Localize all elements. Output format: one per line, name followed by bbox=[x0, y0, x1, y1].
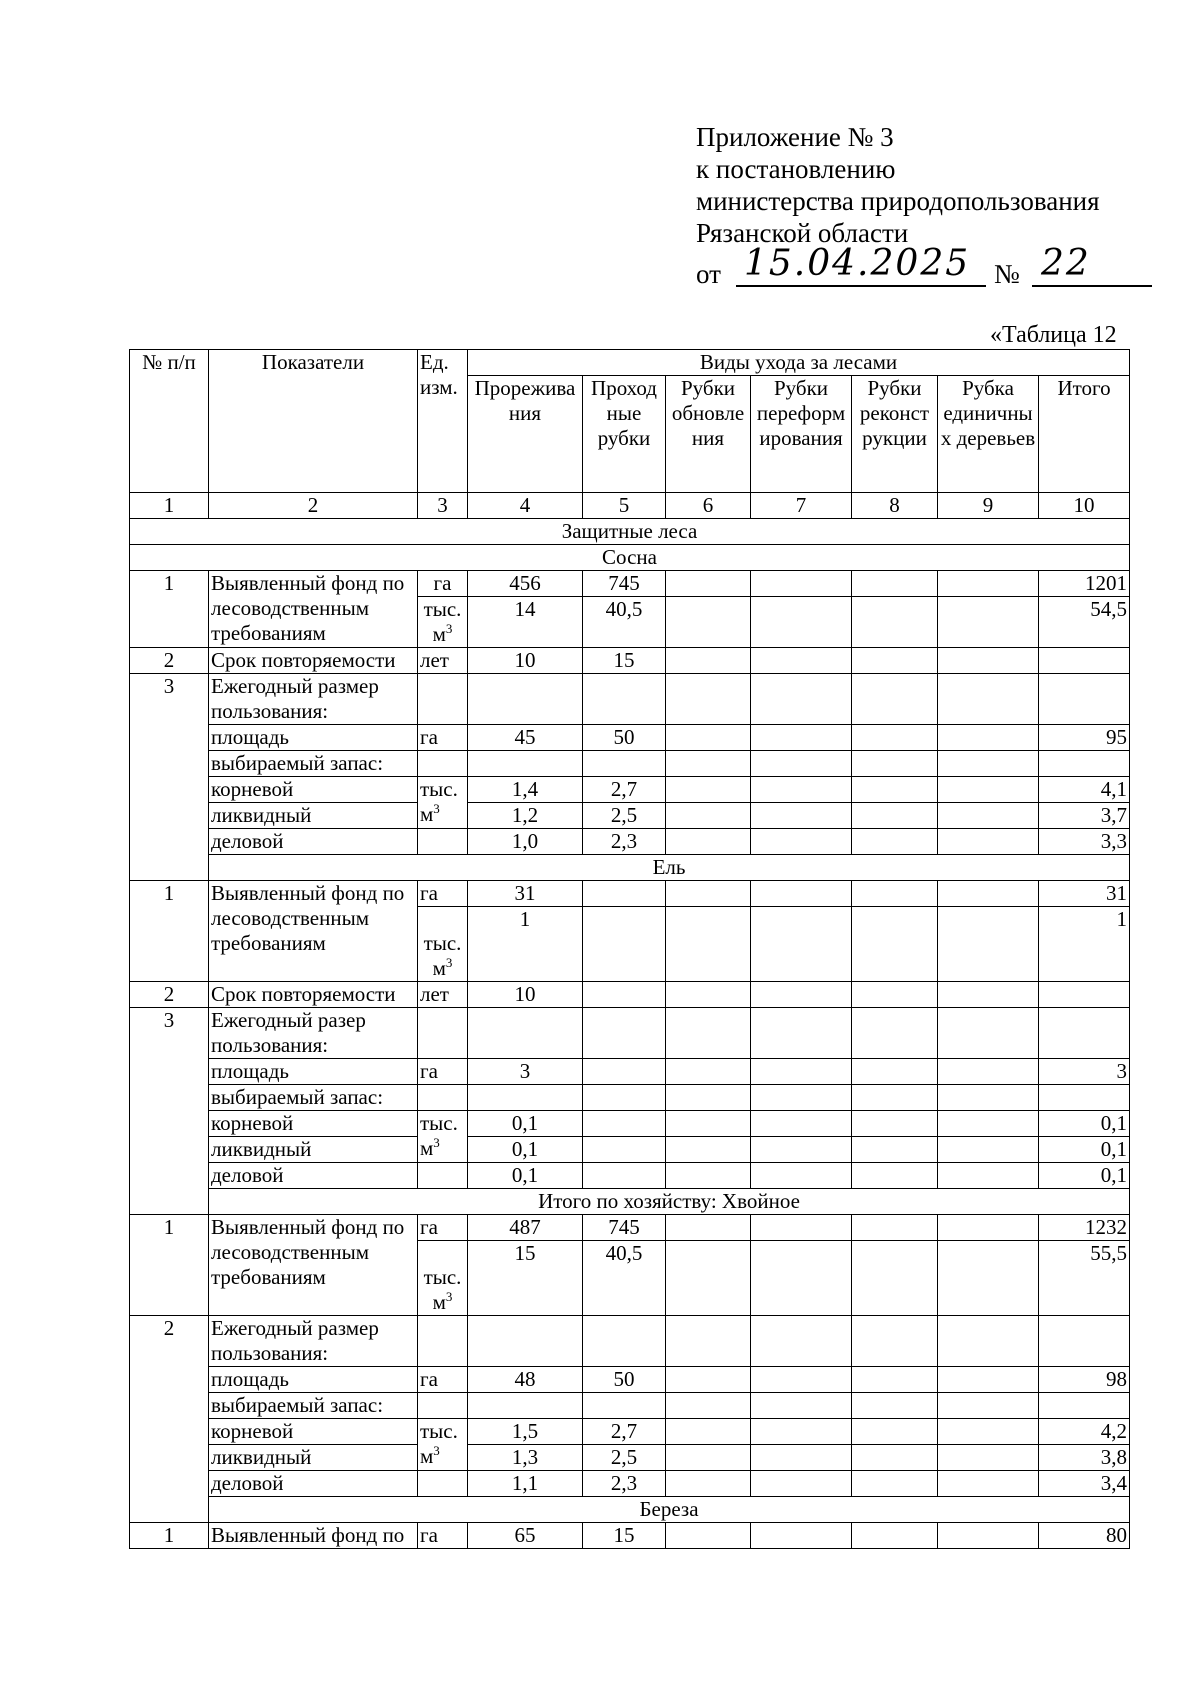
header-care-types: Виды ухода за лесами bbox=[468, 350, 1130, 376]
table-row bbox=[130, 829, 1130, 855]
table-row bbox=[130, 1316, 1130, 1367]
appendix-line-4: Рязанской области bbox=[696, 218, 909, 248]
table-row bbox=[130, 881, 1130, 907]
value-cell: 2,7 bbox=[583, 1419, 666, 1445]
unit-cell: тыс. $м^3$ bbox=[418, 777, 468, 829]
total-cell: 98 bbox=[1039, 1367, 1130, 1393]
value-cell: 65 bbox=[468, 1523, 583, 1549]
total-cell: 4,2 bbox=[1039, 1419, 1130, 1445]
colnum-4: 4 bbox=[468, 493, 583, 519]
colnum-10: 10 bbox=[1039, 493, 1130, 519]
section-spruce: Ель bbox=[209, 855, 1130, 881]
value-cell: 0,1 bbox=[468, 1137, 583, 1163]
row-number: 1 bbox=[130, 1215, 209, 1316]
colnum-9: 9 bbox=[938, 493, 1039, 519]
colnum-3: 3 bbox=[418, 493, 468, 519]
table-caption: «Таблица 12 bbox=[990, 322, 1117, 348]
row-label: деловой bbox=[209, 829, 418, 855]
table-row bbox=[130, 1163, 1130, 1189]
date-prefix: от bbox=[696, 259, 721, 289]
header-total: Итого bbox=[1039, 376, 1130, 493]
row-number: 2 bbox=[130, 982, 209, 1008]
header-reformation-cutting: Рубки переформ ирования bbox=[751, 376, 852, 493]
total-cell: 55,5 bbox=[1039, 1241, 1130, 1316]
row-label: выбираемый запас: bbox=[209, 1085, 418, 1111]
total-cell: 3,8 bbox=[1039, 1445, 1130, 1471]
forest-care-table bbox=[129, 349, 1130, 1549]
unit-cell: тыс. $м^3$ bbox=[418, 1241, 468, 1316]
value-cell: 2,3 bbox=[583, 829, 666, 855]
value-cell: 10 bbox=[468, 982, 583, 1008]
table-row bbox=[130, 571, 1130, 597]
appendix-title: Приложение № 3 bbox=[696, 122, 894, 152]
value-cell: 31 bbox=[468, 881, 583, 907]
appendix-header bbox=[696, 121, 1166, 249]
table-row bbox=[130, 1471, 1130, 1497]
column-numbers-row bbox=[130, 493, 1130, 519]
table-row bbox=[130, 1419, 1130, 1445]
row-label: Ежегодный размер пользования: bbox=[209, 1316, 418, 1367]
total-cell: 31 bbox=[1039, 881, 1130, 907]
colnum-7: 7 bbox=[751, 493, 852, 519]
number-sign: № bbox=[994, 259, 1020, 289]
unit-cell: га bbox=[418, 1059, 468, 1085]
unit-cell: тыс. $м^3$ bbox=[418, 597, 468, 648]
unit-cell: га bbox=[418, 725, 468, 751]
header-passage-cutting: Проход ные рубки bbox=[583, 376, 666, 493]
table-row bbox=[130, 1008, 1130, 1059]
value-cell: 15 bbox=[583, 1523, 666, 1549]
value-cell: 1,3 bbox=[468, 1445, 583, 1471]
unit-cell: га bbox=[418, 1523, 468, 1549]
total-cell: 3 bbox=[1039, 1059, 1130, 1085]
value-cell: 1,4 bbox=[468, 777, 583, 803]
total-cell: 3,7 bbox=[1039, 803, 1130, 829]
table-row bbox=[130, 1445, 1130, 1471]
header-renewal-cutting: Рубки обновле ния bbox=[666, 376, 751, 493]
value-cell: 15 bbox=[583, 648, 666, 674]
colnum-5: 5 bbox=[583, 493, 666, 519]
row-label: Ежегодный размер пользования: bbox=[209, 674, 418, 725]
value-cell: 1,0 bbox=[468, 829, 583, 855]
date-underline bbox=[736, 285, 986, 287]
table-row bbox=[130, 1059, 1130, 1085]
table-row bbox=[130, 648, 1130, 674]
colnum-1: 1 bbox=[130, 493, 209, 519]
table-row bbox=[130, 1085, 1130, 1111]
table-row bbox=[130, 1215, 1130, 1241]
unit-cell: га bbox=[418, 1367, 468, 1393]
value-cell: 50 bbox=[583, 725, 666, 751]
value-cell: 10 bbox=[468, 648, 583, 674]
handwritten-date: 15.04.2025 bbox=[744, 243, 971, 284]
value-cell: 15 bbox=[468, 1241, 583, 1316]
table-row bbox=[130, 725, 1130, 751]
row-number: 1 bbox=[130, 1523, 209, 1549]
handwritten-number: 22 bbox=[1041, 243, 1091, 284]
header-indicators: Показатели bbox=[209, 350, 418, 493]
row-label: корневой bbox=[209, 1419, 418, 1445]
total-cell: 80 bbox=[1039, 1523, 1130, 1549]
row-label: Выявленный фонд по лесоводственным требованиям bbox=[209, 881, 418, 982]
row-label: Выявленный фонд по лесоводственным требованиям bbox=[209, 571, 418, 648]
total-cell: 1232 bbox=[1039, 1215, 1130, 1241]
total-cell: 1 bbox=[1039, 907, 1130, 982]
row-label: Выявленный фонд по bbox=[209, 1523, 418, 1549]
value-cell: 1,2 bbox=[468, 803, 583, 829]
table-row bbox=[130, 1367, 1130, 1393]
value-cell: 0,1 bbox=[468, 1111, 583, 1137]
unit-cell: тыс. $м^3$ bbox=[418, 1419, 468, 1471]
value-cell: 2,5 bbox=[583, 803, 666, 829]
value-cell: 745 bbox=[583, 1215, 666, 1241]
row-label: площадь bbox=[209, 1367, 418, 1393]
appendix-line-3: министерства природопользования bbox=[696, 186, 1100, 216]
table-row bbox=[130, 1111, 1130, 1137]
total-cell: 54,5 bbox=[1039, 597, 1130, 648]
value-cell: 50 bbox=[583, 1367, 666, 1393]
row-number: 2 bbox=[130, 1316, 209, 1523]
value-cell: 487 bbox=[468, 1215, 583, 1241]
section-pine: Сосна bbox=[130, 545, 1130, 571]
table-row bbox=[130, 1523, 1130, 1549]
value-cell: 45 bbox=[468, 725, 583, 751]
value-cell: 14 bbox=[468, 597, 583, 648]
value-cell: 1 bbox=[468, 907, 583, 982]
row-label: деловой bbox=[209, 1471, 418, 1497]
table-row bbox=[130, 751, 1130, 777]
table-row bbox=[130, 777, 1130, 803]
value-cell: 745 bbox=[583, 571, 666, 597]
total-cell: 0,1 bbox=[1039, 1111, 1130, 1137]
row-number: 3 bbox=[130, 674, 209, 881]
value-cell: 456 bbox=[468, 571, 583, 597]
total-cell: 3,4 bbox=[1039, 1471, 1130, 1497]
header-reconstruction-cutting: Рубки реконст рукции bbox=[852, 376, 938, 493]
row-label: ликвидный bbox=[209, 803, 418, 829]
row-number: 1 bbox=[130, 881, 209, 982]
row-label: деловой bbox=[209, 1163, 418, 1189]
row-label: площадь bbox=[209, 1059, 418, 1085]
table-row bbox=[130, 1137, 1130, 1163]
row-label: выбираемый запас: bbox=[209, 1393, 418, 1419]
row-label: Ежегодный разер пользования: bbox=[209, 1008, 418, 1059]
unit-cell: га bbox=[418, 881, 468, 907]
value-cell: 2,5 bbox=[583, 1445, 666, 1471]
unit-cell: тыс. $м^3$ bbox=[418, 1111, 468, 1163]
date-number-line bbox=[696, 243, 1166, 291]
row-number: 3 bbox=[130, 1008, 209, 1215]
value-cell: 1,1 bbox=[468, 1471, 583, 1497]
value-cell: 0,1 bbox=[468, 1163, 583, 1189]
row-label: корневой bbox=[209, 777, 418, 803]
colnum-6: 6 bbox=[666, 493, 751, 519]
total-cell: 4,1 bbox=[1039, 777, 1130, 803]
header-single-tree-cutting: Рубка единичны х деревьев bbox=[938, 376, 1039, 493]
row-label: корневой bbox=[209, 1111, 418, 1137]
row-label: ликвидный bbox=[209, 1445, 418, 1471]
section-total-conifer: Итого по хозяйству: Хвойное bbox=[209, 1189, 1130, 1215]
unit-cell: лет bbox=[418, 982, 468, 1008]
row-label: Выявленный фонд по лесоводственным требованиям bbox=[209, 1215, 418, 1316]
colnum-8: 8 bbox=[852, 493, 938, 519]
row-number: 1 bbox=[130, 571, 209, 648]
table-row bbox=[130, 1393, 1130, 1419]
total-cell: 1201 bbox=[1039, 571, 1130, 597]
value-cell: 1,5 bbox=[468, 1419, 583, 1445]
value-cell: 3 bbox=[468, 1059, 583, 1085]
row-label: Срок повторяемости bbox=[209, 648, 418, 674]
row-label: Срок повторяемости bbox=[209, 982, 418, 1008]
section-birch: Береза bbox=[209, 1497, 1130, 1523]
value-cell: 2,3 bbox=[583, 1471, 666, 1497]
value-cell: 40,5 bbox=[583, 1241, 666, 1316]
section-protective-forests: Защитные леса bbox=[130, 519, 1130, 545]
total-cell: 0,1 bbox=[1039, 1163, 1130, 1189]
unit-cell: га bbox=[418, 571, 468, 597]
appendix-line-2: к постановлению bbox=[696, 154, 896, 184]
header-unit: Ед. изм. bbox=[418, 350, 468, 493]
unit-cell: га bbox=[418, 1215, 468, 1241]
row-number: 2 bbox=[130, 648, 209, 674]
row-label: ликвидный bbox=[209, 1137, 418, 1163]
unit-cell: тыс. $м^3$ bbox=[418, 907, 468, 982]
value-cell: 40,5 bbox=[583, 597, 666, 648]
unit-cell: лет bbox=[418, 648, 468, 674]
table-row bbox=[130, 674, 1130, 725]
value-cell: 48 bbox=[468, 1367, 583, 1393]
colnum-2: 2 bbox=[209, 493, 418, 519]
total-cell: 3,3 bbox=[1039, 829, 1130, 855]
row-label: площадь bbox=[209, 725, 418, 751]
row-label: выбираемый запас: bbox=[209, 751, 418, 777]
table-row bbox=[130, 803, 1130, 829]
header-thinning: Прорежива ния bbox=[468, 376, 583, 493]
value-cell: 2,7 bbox=[583, 777, 666, 803]
total-cell: 95 bbox=[1039, 725, 1130, 751]
table-row bbox=[130, 982, 1130, 1008]
total-cell: 0,1 bbox=[1039, 1137, 1130, 1163]
number-underline bbox=[1032, 285, 1152, 287]
header-number: № п/п bbox=[130, 350, 209, 493]
